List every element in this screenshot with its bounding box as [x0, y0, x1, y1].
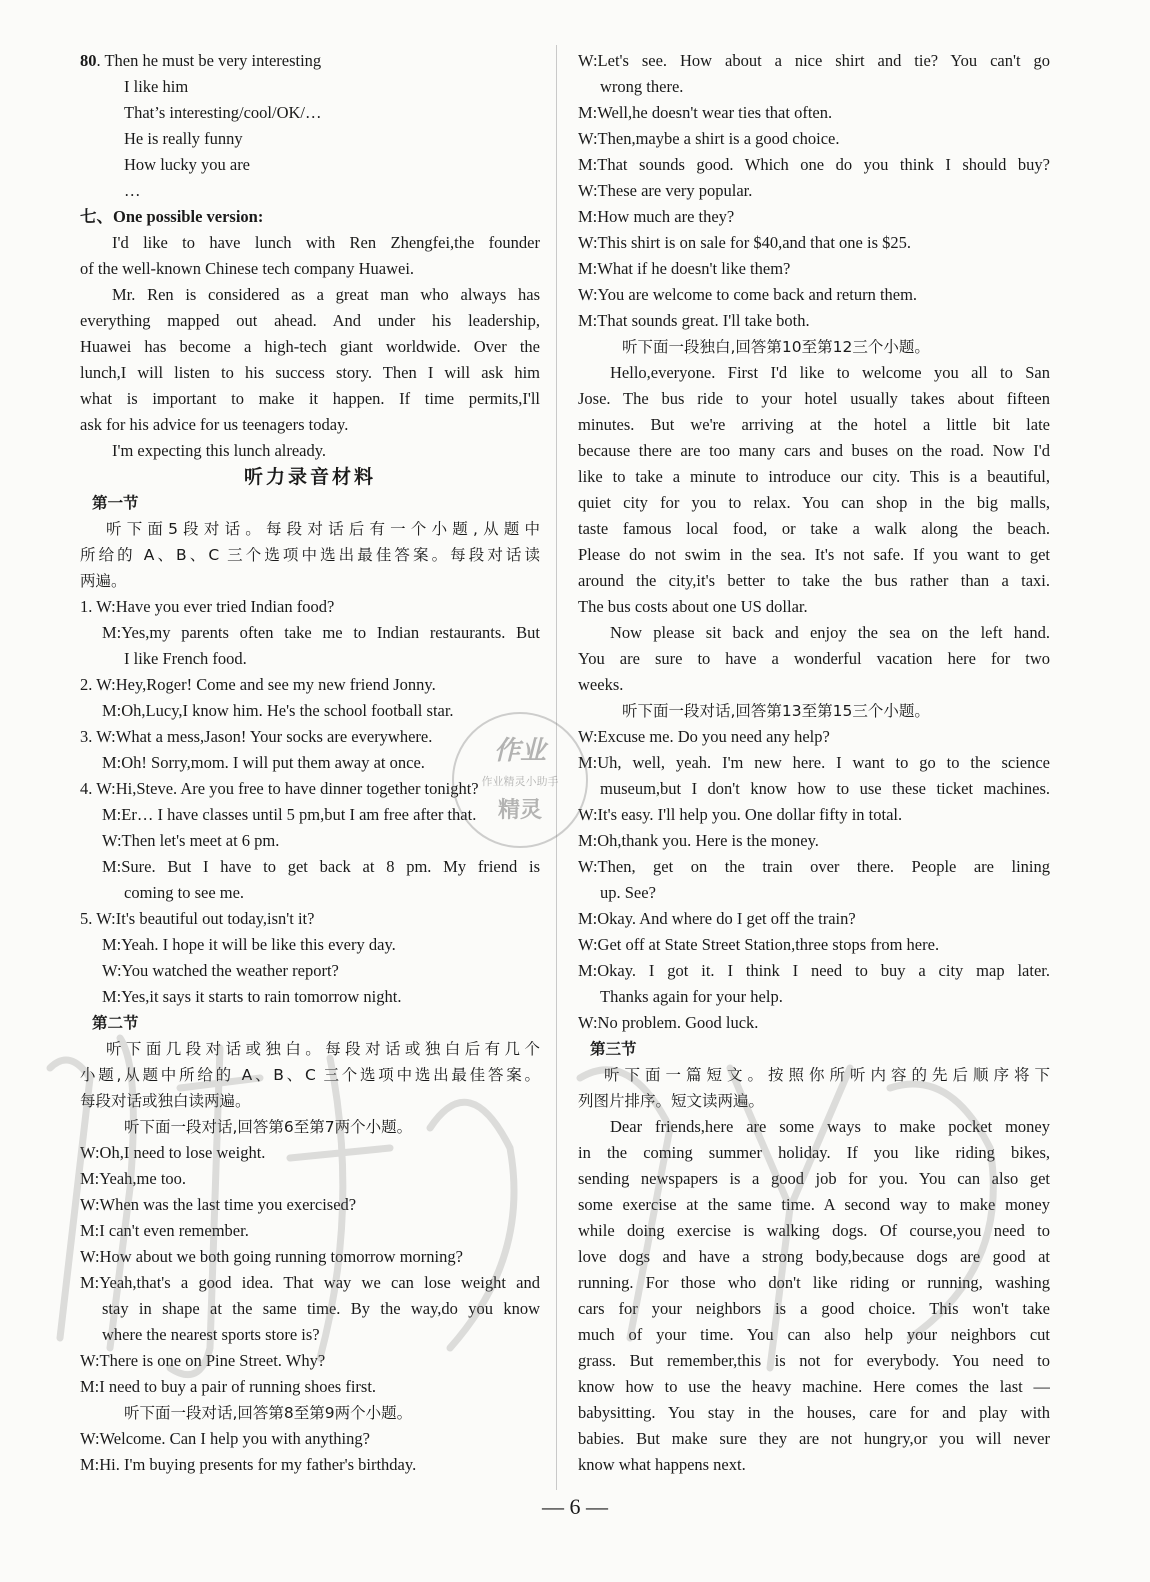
part-1-label: 第一节: [92, 494, 139, 512]
watermark-strokes: [30, 1008, 1050, 1428]
part-3-label: 第三节: [590, 1040, 637, 1058]
watermark-stamp: 作业 作业精灵小助手 精灵: [452, 712, 588, 848]
right-column: W:Let's see. How about a nice shirt and tie? You can't go wrong there. M:Well,he doesn't wear ties that often. W:Then,maybe a shirt is a good choice. M:That sounds good. Which one do you think I should buy? W:These are very popular. M:How much are they? W:This shirt is on sale for $40,and that one is $25. M:What if he doesn't like them? W:You are welcome to come back and return them. M:That sounds great. I'll take both. 听下面一段独白,回答第10至第12三个小题。 Hello,everyone. First I'd like to welcome you all to San Jose. The bus ride to your hotel usually takes about fifteen minutes. But we're arriving at the hotel a little bit late because there are too many cars and buses on the road. Now I'd like to take a minute to introduce our city. This is a beautiful, quiet city for you to relax. You can shop in the big malls, taste famous local food, or take a walk along the beach. Please do not swim in the sea. It's not safe. If you want to get around the city,it's better to take the bus rather than a taxi. The bus costs about one US dollar. Now please sit back and enjoy the sea on the left hand. You are sure to have a wonderful vacation here for two weeks. 听下面一段对话,回答第13至第15三个小题。 W:Excuse me. Do you need any help? M:Uh, well, yeah. I'm new here. I want to go to the science museum,but I don't know how to use these ticket machines. W:It's easy. I'll help you. One dollar fifty in total. M:Oh,thank you. Here is the money. W:Then, get on the train over there. People are lining up. See? M:Okay. And where do I get off the train? W:Get off at State Street Station,three stops from here. M:Okay. I got it. I think I need to buy a city map later. Thanks again for your help. W:No problem. Good luck. 第三节 听下面一篇短文。按照你所听内容的先后顺序将下 列图片排序。短文读两遍。 Dear friends,here are some ways to make pocket money in the coming summer holiday. If you like riding bikes, sending newspapers is a good job for you. You can also get some exercise at the same time. A second way to make money while doing exercise is walking dogs. Of course,you need to love dogs and have a strong body,because dogs are good at running. For those who don't like riding or running, washing cars for your neighbors is a good choice. This won't take much of your time. You can also help your neighbors cut grass. But remember,this is not for everybody. You need to know how to use the heavy machine. Here comes the last — babysitting. You stay in the houses, care for and play with babies. But make sure they are not hungry,or you will never know what happens next.: [578, 51, 1050, 1474]
page-number: — 6 —: [542, 1494, 608, 1519]
section-heading: 听力录音材料: [243, 466, 376, 488]
part-2-label: 第二节: [92, 1014, 139, 1032]
section-7-label: 七、One possible version:: [80, 207, 264, 226]
left-column: 80. Then he must be very interesting I like him That’s interesting/cool/OK/… He is really funny How lucky you are … 七、One possible version: I'd like to have lunch with Ren Zhengfei,the founder of the well-known Chinese tech company Huawei. Mr. Ren is considered as a great man who always has everything mapped out ahead. And under his leadership, Huawei has become a high-tech giant worldwide. Over the lunch,I will listen to his success story. Then I will ask him what is important to make it happen. If time permits,I'll ask for his advice for us teenagers today. I'm expecting this lunch already. 听力录音材料 第一节 听下面5段对话。每段对话后有一个小题,从题中 所给的 A、B、C 三个选项中选出最佳答案。每段对话读 两遍。 1. W:Have you ever tried Indian food? M:Yes,my parents often take me to Indian restaurants. But I like French food. 2. W:Hey,Roger! Come and see my new friend Jonny. M:Oh,Lucy,I know him. He's the school football star. 3. W:What a mess,Jason! Your socks are everywhere. M:Oh! Sorry,mom. I will put them away at once. 4. W:Hi,Steve. Are you free to have dinner together tonight? M:Er… I have classes until 5 pm,but I am free after that. W:Then let's meet at 6 pm. M:Sure. But I have to get back at 8 pm. My friend is coming to see me. 5. W:It's beautiful out today,isn't it? M:Yeah. I hope it will be like this every day. W:You watched the weather report? M:Yes,it says it starts to rain tomorrow night. 第二节 听下面几段对话或独白。每段对话或独白后有几个 小题,从题中所给的 A、B、C 三个选项中选出最佳答案。 每段对话或独白读两遍。 听下面一段对话,回答第6至第7两个小题。 W:Oh,I need to lose weight. M:Yeah,me too. W:When was the last time you exercised? M:I can't even remember. W:How about we both going running tomorrow morning? M:Yeah,that's a good idea. That way we can lose weight and stay in shape at the same time. By the way,do you know where the nearest sports store is? W:There is one on Pine Street. Why? M:I need to buy a pair of running shoes first. 听下面一段对话,回答第8至第9两个小题。 W:Welcome. Can I help you with anything? M:Hi. I'm buying presents for my father's birthday.: [80, 51, 540, 1474]
